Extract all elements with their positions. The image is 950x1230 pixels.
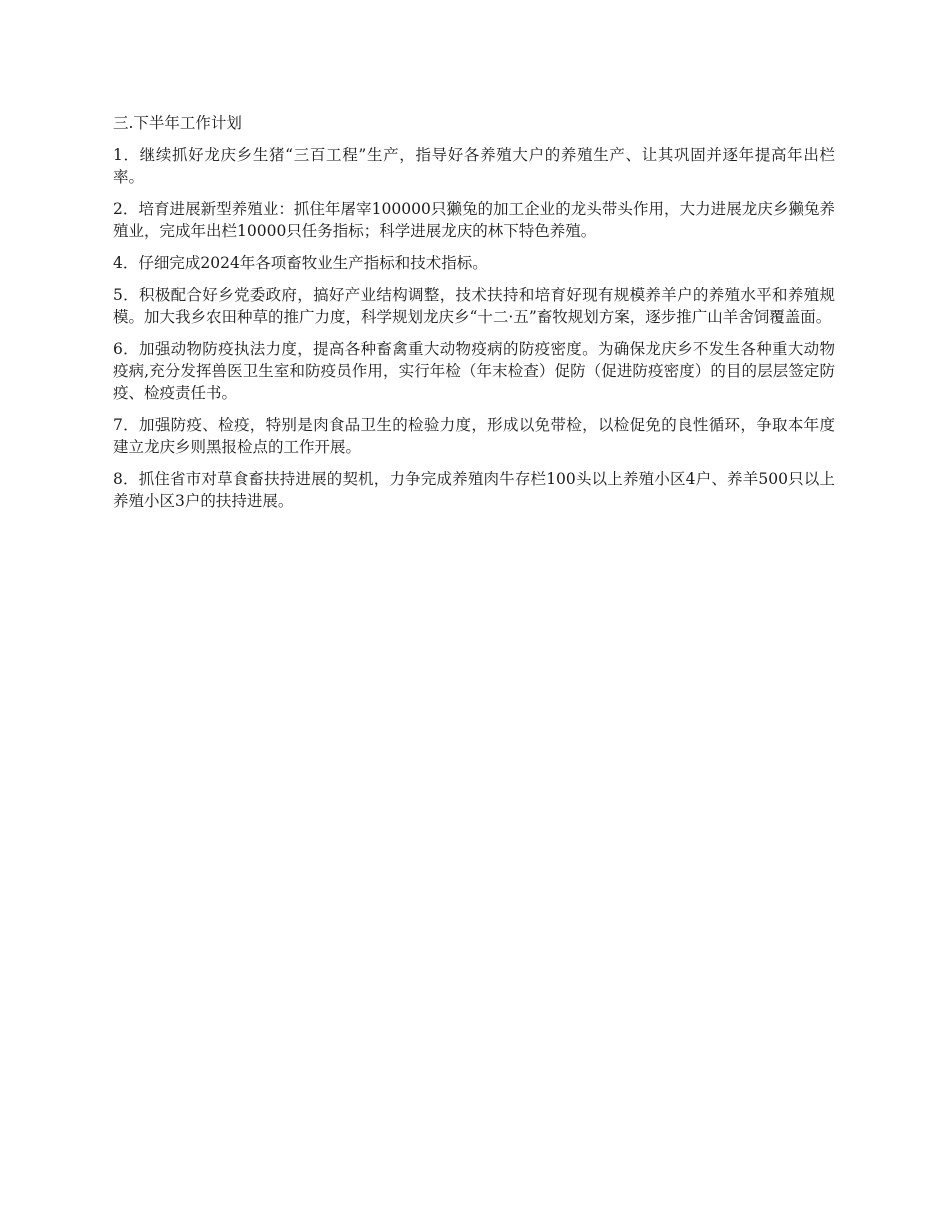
plan-item-4: 4．仔细完成2024年各项畜牧业生产指标和技术指标。 xyxy=(113,254,488,272)
plan-item-2: 2．培育进展新型养殖业：抓住年屠宰100000只獭兔的加工企业的龙头带头作用，大力进展龙庆乡獭兔养殖业，完成年出栏10000只任务指标；科学进展龙庆的林下特色养殖。 xyxy=(113,200,835,240)
plan-item-1: 1．继续抓好龙庆乡生猪“三百工程”生产，指导好各养殖大户的养殖生产、让其巩固并逐年提高年出栏率。 xyxy=(113,146,835,186)
document-page xyxy=(113,112,835,522)
plan-item-7: 7．加强防疫、检疫，特别是肉食品卫生的检验力度，形成以免带检，以检促免的良性循环，争取本年度建立龙庆乡则黑报检点的工作开展。 xyxy=(113,416,835,456)
plan-item-6: 6．加强动物防疫执法力度，提高各种畜禽重大动物疫病的防疫密度。为确保龙庆乡不发生各种重大动物疫病,充分发挥兽医卫生室和防疫员作用，实行年检（年末检查）促防（促进防疫密度）的目的层层签定防疫、检疫责任书。 xyxy=(113,340,835,402)
plan-item-5: 5．积极配合好乡党委政府，搞好产业结构调整，技术扶持和培育好现有规模养羊户的养殖水平和养殖规模。加大我乡农田种草的推广力度，科学规划龙庆乡“十二·五”畜牧规划方案，逐步推广山羊舍饲覆盖面。 xyxy=(113,286,835,326)
plan-item-8: 8．抓住省市对草食畜扶持进展的契机，力争完成养殖肉牛存栏100头以上养殖小区4户、养羊500只以上养殖小区3户的扶持进展。 xyxy=(113,470,835,510)
section-heading: 三.下半年工作计划 xyxy=(113,114,242,132)
